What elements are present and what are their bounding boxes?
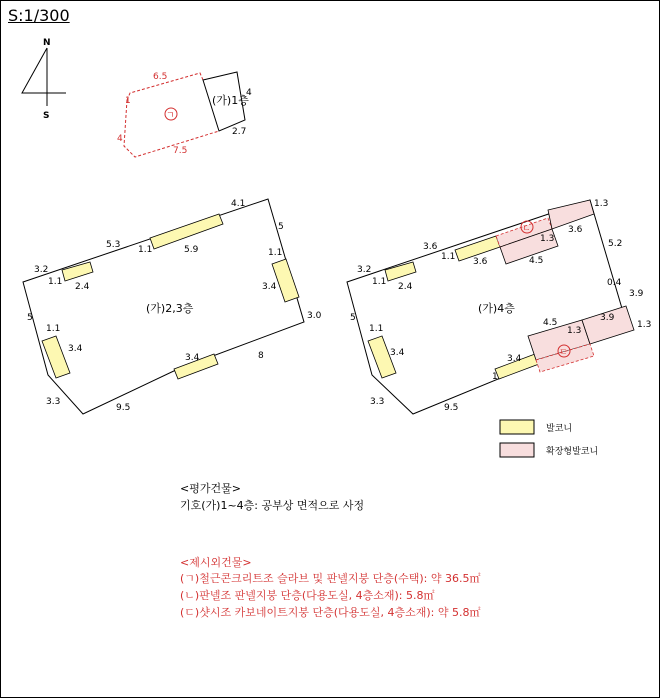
north-arrow-icon	[22, 38, 66, 121]
symbol-d: ㄷ	[559, 348, 568, 358]
eval-line: 기호(가)1~4층: 공부상 면적으로 사정	[180, 499, 365, 512]
dim: 5.3	[106, 240, 121, 250]
floor23-plan	[23, 199, 322, 414]
dim: 3.3	[46, 397, 61, 407]
dim: 3.9	[629, 289, 644, 299]
annex-dim-right: 4	[246, 88, 252, 98]
legend-swatch-balcony	[500, 420, 534, 434]
dim: 3.4	[262, 282, 277, 292]
legend-swatch-ext-balcony	[500, 443, 534, 457]
legend	[500, 420, 598, 457]
dim: 5	[27, 313, 33, 323]
floor4-label: (가)4층	[478, 302, 515, 315]
balcony-shape	[385, 262, 416, 281]
dim: 1.3	[594, 199, 609, 209]
balcony-shape	[272, 259, 299, 302]
annex-dim-left-top: 1	[125, 96, 131, 106]
dim: 3.0	[307, 311, 322, 321]
extra-line-3: (ㄷ)샷시조 카보네이트지붕 단층(다용도실, 4층소재): 약 5.8㎡	[180, 606, 481, 619]
dim: 8	[258, 351, 264, 361]
annex-label: (가)1층	[212, 94, 249, 107]
annex-dim-right-bottom: 2.7	[232, 127, 247, 137]
dim: 0.4	[607, 278, 622, 288]
dim: 3.6	[473, 257, 488, 267]
dim: 3.4	[68, 344, 83, 354]
annex-dim-top: 6.5	[153, 72, 168, 82]
extra-line-2: (ㄴ)판넬조 판넬지붕 단층(다용도실, 4층소재): 5.8㎡	[180, 589, 435, 602]
dim: 1.1	[268, 248, 283, 258]
legend-label-ext-balcony: 확장형발코니	[546, 447, 599, 457]
extra-line-1: (ㄱ)철근콘크리트조 슬라브 및 판넬지붕 단층(수택): 약 36.5㎡	[180, 572, 481, 585]
dim: 3.9	[600, 313, 615, 323]
dim: 1.1	[372, 277, 387, 287]
dim: 3.4	[390, 348, 405, 358]
dim: 2.4	[75, 282, 90, 292]
dim: 1.1	[46, 324, 61, 334]
dim: 3.3	[370, 397, 385, 407]
floor23-label: (가)2,3층	[146, 302, 194, 315]
dim: 1.1	[138, 245, 153, 255]
dim: 9.5	[444, 403, 459, 413]
balcony-shape	[150, 214, 223, 249]
floor4-plan	[347, 199, 651, 414]
dim: 4.5	[543, 318, 558, 328]
scale-label: S:1/300	[8, 6, 70, 25]
dim: 1.3	[540, 234, 555, 244]
dim: 4.5	[529, 256, 544, 266]
dim: 3.4	[185, 353, 200, 363]
dim: 3.6	[568, 225, 583, 235]
extra-title: <제시외건물>	[180, 556, 252, 569]
south-label: S	[43, 111, 50, 121]
dim: 3.2	[34, 265, 49, 275]
dim: 3.4	[507, 354, 522, 364]
dim: 2.4	[398, 282, 413, 292]
dim: 1	[492, 372, 498, 382]
dim: 4.1	[231, 199, 246, 209]
balcony-shape	[62, 262, 93, 281]
dim: 5.2	[608, 239, 623, 249]
dim: 5	[278, 222, 284, 232]
dim: 3.2	[357, 265, 372, 275]
dim: 3.6	[423, 242, 438, 252]
dim: 1.3	[567, 326, 582, 336]
symbol-n: ㄴ	[522, 224, 531, 234]
balcony-shape	[42, 336, 70, 378]
annex-symbol: ㄱ	[166, 111, 175, 121]
dim: 5.9	[184, 245, 199, 255]
annex-plan	[117, 72, 252, 157]
dim: 1.1	[441, 252, 456, 262]
dim: 1.1	[369, 324, 384, 334]
annex-dim-bottom: 7.5	[173, 146, 188, 156]
annex-dim-left: 4	[117, 134, 123, 144]
dim: 9.5	[116, 403, 131, 413]
dim: 1.1	[48, 277, 63, 287]
legend-label-balcony: 발코니	[546, 424, 573, 434]
eval-title: <평가건물>	[180, 482, 241, 495]
north-label: N	[43, 38, 51, 48]
dim: 1.3	[637, 320, 652, 330]
dim: 5	[350, 313, 356, 323]
ext-balcony-shape	[582, 306, 634, 344]
